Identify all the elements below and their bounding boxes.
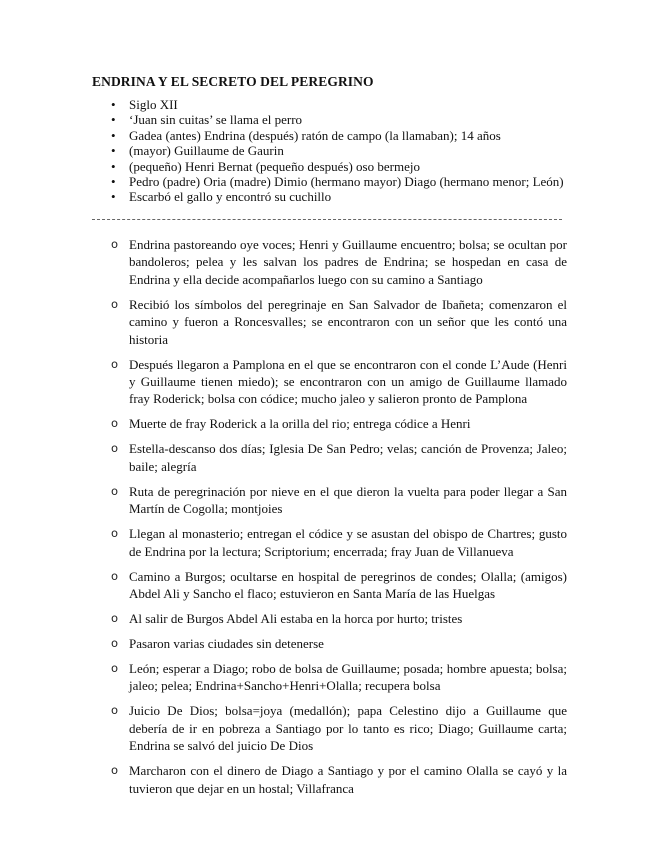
event-item: o Juicio De Dios; bolsa=joya (medallón); papa Celestino dijo a Guillaume que debería de ir en pobreza a Santiago por lo tanto es rico; Diago; Guillaume carta; Endrina se salvó del juicio De Dios	[111, 702, 567, 754]
bullet-item: • Pedro (padre) Oria (madre) Dimio (hermano mayor) Diago (hermano menor; León)	[111, 174, 581, 189]
document-title: ENDRINA Y EL SECRETO DEL PEREGRINO	[92, 74, 374, 89]
bullet-item: • Escarbó el gallo y encontró su cuchillo	[111, 189, 581, 204]
event-item: o Recibió los símbolos del peregrinaje en San Salvador de Ibañeta; comenzaron el camino y fueron a Roncesvalles; se encontraron con un señor que les contó una historia	[111, 296, 567, 348]
event-item: o Llegan al monasterio; entregan el códice y se asustan del obispo de Chartres; gusto de Endrina por la lectura; Scriptorium; encerrada; fray Juan de Villanueva	[111, 525, 567, 560]
event-item: o Pasaron varias ciudades sin detenerse	[111, 635, 567, 652]
event-item: o León; esperar a Diago; robo de bolsa de Guillaume; posada; hombre apuesta; bolsa; jaleo; pelea; Endrina+Sancho+Henri+Olalla; recupera bolsa	[111, 660, 567, 695]
bullet-item: • (mayor) Guillaume de Gaurin	[111, 143, 581, 158]
bullet-item: • (pequeño) Henri Bernat (pequeño después) oso bermejo	[111, 159, 581, 174]
event-item: o Muerte de fray Roderick a la orilla del rio; entrega códice a Henri	[111, 415, 567, 432]
event-item: o Al salir de Burgos Abdel Ali estaba en la horca por hurto; tristes	[111, 610, 567, 627]
bullet-item: • Gadea (antes) Endrina (después) ratón de campo (la llamaban); 14 años	[111, 128, 581, 143]
character-bullet-list	[111, 97, 581, 205]
event-item: o Endrina pastoreando oye voces; Henri y Guillaume encuentro; bolsa; se ocultan por bandoleros; pelea y les salvan los padres de Endrina; se hospedan en casa de Endrina y ella decide acompañarlos luego con su camino a Santiago	[111, 236, 567, 288]
bullet-item: • ‘Juan sin cuitas’ se llama el perro	[111, 112, 581, 127]
event-item: o Camino a Burgos; ocultarse en hospital de peregrinos de condes; Olalla; (amigos) Abdel Ali y Sancho el flaco; estuvieron en Santa María de las Huelgas	[111, 568, 567, 603]
bullet-item: • Siglo XII	[111, 97, 581, 112]
event-item: o Estella-descanso dos días; Iglesia De San Pedro; velas; canción de Provenza; Jaleo; baile; alegría	[111, 440, 567, 475]
dashed-separator	[92, 219, 562, 220]
plot-event-list	[111, 236, 567, 805]
event-item: o Ruta de peregrinación por nieve en el que dieron la vuelta para poder llegar a San Martín de Cogolla; montjoies	[111, 483, 567, 518]
event-item: o Marcharon con el dinero de Diago a Santiago y por el camino Olalla se cayó y la tuvieron que dejar en un hostal; Villafranca	[111, 762, 567, 797]
event-item: o Después llegaron a Pamplona en el que se encontraron con el conde L’Aude (Henri y Guillaume tienen miedo); se encontraron con un amigo de Guillaume llamado fray Roderick; bolsa con códice; mucho jaleo y salieron pronto de Pamplona	[111, 356, 567, 408]
